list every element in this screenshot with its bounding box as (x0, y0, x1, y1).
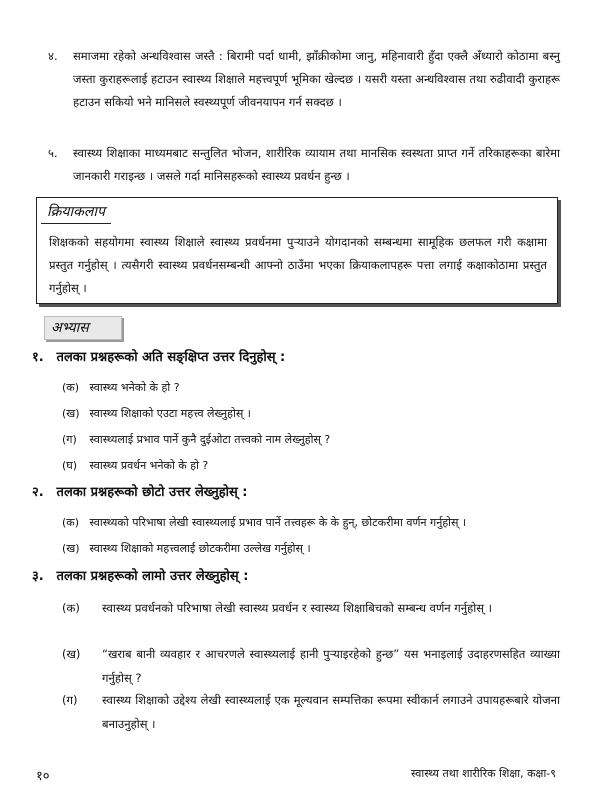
q1-item-ka (62, 378, 560, 398)
item-label: (क) (62, 601, 80, 615)
point-5 (48, 142, 560, 188)
q2-item-ka (62, 513, 560, 533)
item-label: (क) (62, 381, 80, 394)
q1-item-kha (62, 404, 560, 424)
activity-box (36, 197, 558, 304)
item-text: स्वास्थ्यको परिभाषा लेखी स्वास्थ्यलाई प्रभाव पार्ने तत्त्वहरू के के हुन्, छोटकरीमा वर्णन गर्नुहोस् । (89, 516, 467, 529)
item-label: (ख) (62, 647, 81, 661)
item-text: स्वास्थ्य शिक्षाको एउटा महत्त्व लेख्नुहोस् । (89, 407, 251, 420)
item-text: स्वास्थ्य शिक्षाको महत्त्वलाई छोटकरीमा उल्लेख गर्नुहोस् । (89, 542, 311, 555)
question-title: तलका प्रश्नहरूको अति सङ्क्षिप्त उत्तर दिनुहोस् : (56, 350, 286, 365)
q1-item-gha (62, 456, 560, 476)
q3-item-ga (62, 688, 560, 736)
item-label: (क) (62, 516, 80, 529)
point-text: स्वास्थ्य शिक्षाका माध्यमबाट सन्तुलित भोजन, शारीरिक व्यायाम तथा मानसिक स्वस्थता प्राप्त गर्ने तरिकाहरूका बारेमा जानकारी गराइन्छ । जसले गर्दा मानिसहरूको स्वास्थ्य प्रवर्धन हुन्छ । (73, 146, 560, 183)
item-text: स्वास्थ्य भनेको के हो ? (89, 381, 180, 394)
question-number: १. (32, 350, 44, 365)
point-4 (48, 45, 560, 114)
book-title: स्वास्थ्य तथा शारीरिक शिक्षा, कक्षा-९ (411, 767, 556, 780)
page-number: १० (36, 769, 50, 784)
item-text: स्वास्थ्य प्रवर्धन भनेको के हो ? (89, 459, 209, 472)
item-label: (ख) (62, 542, 80, 555)
question-2-heading (32, 483, 247, 503)
q3-item-kha (62, 642, 560, 690)
activity-text: शिक्षकको सहयोगमा स्वास्थ्य शिक्षाले स्वास्थ्य प्रवर्धनमा पुऱ्याउने योगदानको सम्बन्धमा सामूहिक छलफल गरी कक्षामा प्रस्तुत गर्नुहोस् । त्यसैगरी स्वास्थ्य प्रवर्धनसम्बन्धी आफ्नो ठाउँमा भएका क्रियाकलापहरू पत्ता लगाई कक्षाकोठामा प्रस्तुत गर्नुहोस् । (49, 235, 547, 295)
item-label: (ग) (62, 433, 77, 446)
question-title: तलका प्रश्नहरूको छोटो उत्तर लेख्नुहोस् : (56, 485, 248, 500)
question-number: ३. (32, 569, 44, 584)
q1-item-ga (62, 430, 560, 450)
q2-item-kha (62, 539, 560, 559)
exercise-title: अभ्यास (44, 316, 122, 340)
question-number: २. (32, 485, 44, 500)
question-1-heading (32, 348, 285, 368)
activity-title: क्रियाकलाप (41, 201, 111, 224)
question-title: तलका प्रश्नहरूको लामो उत्तर लेख्नुहोस् : (56, 569, 249, 584)
item-label: (घ) (62, 459, 78, 472)
point-number: ४. (48, 49, 58, 63)
question-3-heading (32, 567, 248, 587)
q3-item-ka (62, 596, 560, 620)
item-text: “खराब बानी व्यवहार र आचरणले स्वास्थ्यलाई हानी पुऱ्याइरहेको हुन्छ” यस भनाइलाई उदाहरणसहित व्याख्या गर्नुहोस् ? (102, 647, 560, 685)
item-text: स्वास्थ्यलाई प्रभाव पार्ने कुनै दुईओटा तत्त्वको नाम लेख्नुहोस् ? (89, 433, 331, 446)
point-number: ५. (48, 146, 58, 160)
item-text: स्वास्थ्य शिक्षाको उद्देश्य लेखी स्वास्थ्यलाई एक मूल्यवान सम्पत्तिका रूपमा स्वीकार्न लगाउने उपायहरूबारे योजना बनाउनुहोस् । (102, 693, 560, 731)
item-label: (ग) (62, 693, 78, 707)
item-label: (ख) (62, 407, 80, 420)
point-text: समाजमा रहेको अन्धविश्वास जस्तै : बिरामी पर्दा धामी, झाँक्रीकोमा जानु, महिनावारी हुँदा एक्लै अँध्यारो कोठामा बस्नु जस्ता कुराहरूलाई हटाउन स्वास्थ्य शिक्षाले महत्त्वपूर्ण भूमिका खेल्दछ । यसरी यस्ता अन्धविश्वास तथा रुढीवादी कुराहरू हटाउन सकियो भने मानिसले स्वस्थ्यपूर्ण जीवनयापन गर्न सक्दछ । (73, 49, 560, 109)
item-text: स्वास्थ्य प्रवर्धनको परिभाषा लेखी स्वास्थ्य प्रवर्धन र स्वास्थ्य शिक्षाबिचको सम्बन्ध वर्णन गर्नुहोस् । (102, 601, 493, 615)
